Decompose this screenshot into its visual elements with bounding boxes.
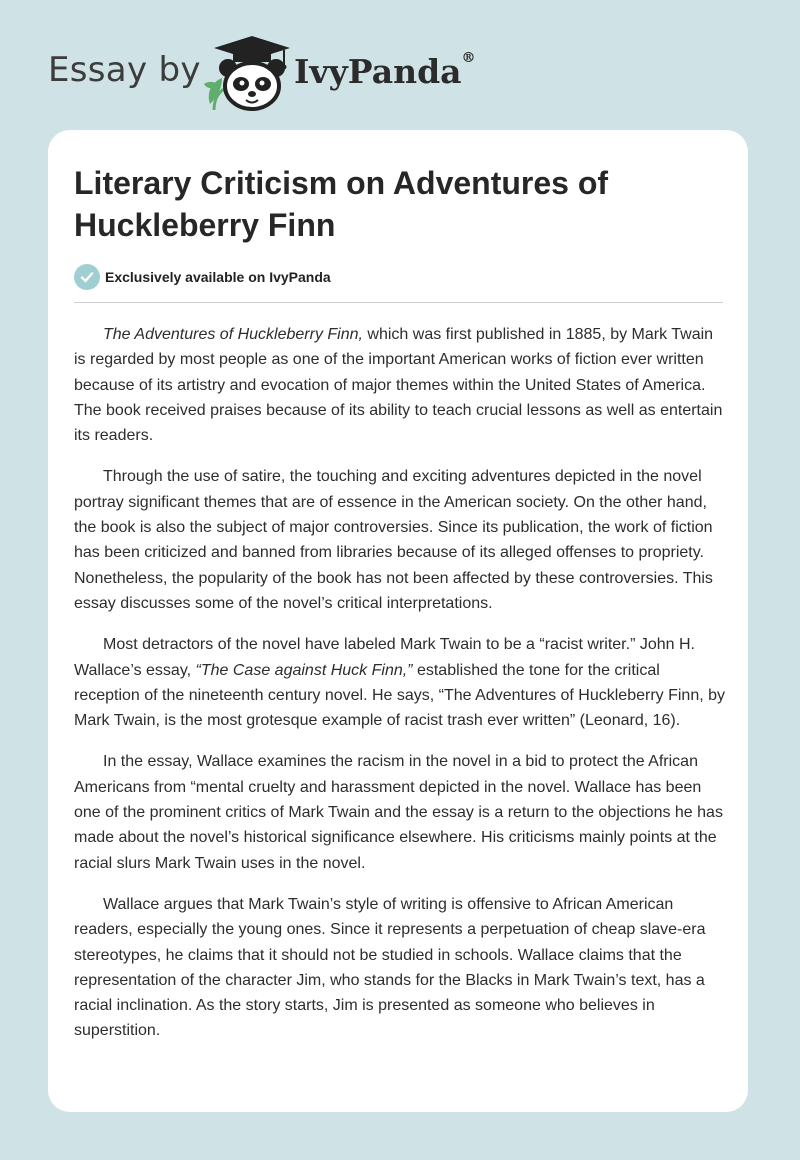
essay-card	[48, 130, 748, 1112]
paragraph-text: Most detractors of the novel have labeled Mark Twain to be a “racist writer.” John H. Wallace’s essay,	[74, 636, 695, 679]
paragraph-italic: “The Case against Huck Finn,”	[195, 661, 413, 679]
divider	[74, 302, 723, 303]
registered-mark: ®	[461, 50, 476, 66]
essay-body	[74, 322, 726, 1060]
check-icon	[74, 264, 100, 290]
paragraph	[74, 464, 726, 616]
paragraph	[74, 322, 726, 448]
brand-header[interactable]	[48, 34, 488, 114]
brand-name-text: IvyPanda	[294, 52, 462, 91]
paragraph-text: established the tone for the critical reception of the nineteenth century novel. He says, “The Adventures of Huckleberry Finn, by Mark Twain, is the most grotesque example of racist trash ever written” (Leonard, 16).	[74, 661, 726, 730]
paragraph	[74, 892, 726, 1044]
exclusive-badge	[74, 264, 331, 290]
brand-name	[294, 52, 476, 91]
page-title: Literary Criticism on Adventures of Huckleberry Finn	[74, 165, 609, 243]
paragraph-text: In the essay, Wallace examines the racism in the novel in a bid to protect the African Americans from “mental cruelty and harassment depicted in the novel. Wallace has been one of the prominent critics of Mark Twain and the essay is a return to the objections he has made about the novel’s historical significance elsewhere. His criticisms mainly points at the racial slurs Mark Twain uses in the novel.	[74, 753, 723, 872]
panda-graduate-icon	[200, 34, 292, 112]
paragraph-text: Wallace argues that Mark Twain’s style of writing is offensive to African American readers, especially the young ones. Since it represents a perpetuation of cheap slave-era stereotypes, he claims that it should not be studied in schools. Wallace claims that the representation of the character Jim, who stands for the Blacks in Mark Twain’s text, has a racial inclination. As the story starts, Jim is presented as someone who believes in superstition.	[74, 895, 706, 1040]
paragraph	[74, 749, 726, 875]
paragraph-italic: The Adventures of Huckleberry Finn,	[103, 326, 363, 343]
paragraph	[74, 632, 726, 733]
badge-label: Exclusively available on IvyPanda	[105, 269, 331, 285]
paragraph-text: which was first published in 1885, by Mark Twain is regarded by most people as one of the important American works of fiction ever written because of its artistry and evocation of major themes within the United States of America. The book received praises because of its ability to teach crucial lessons as well as entertain its readers.	[74, 326, 723, 445]
paragraph-text: Through the use of satire, the touching and exciting adventures depicted in the novel portray significant themes that are of essence in the American society. On the other hand, the book is also the subject of major controversies. Since its publication, the work of fiction has been criticized and banned from libraries because of its alleged offenses to propriety. Nonetheless, the popularity of the book has not been affected by these controversies. This essay discusses some of the novel’s critical interpretations.	[74, 468, 713, 612]
brand-prefix: Essay by	[48, 50, 201, 90]
